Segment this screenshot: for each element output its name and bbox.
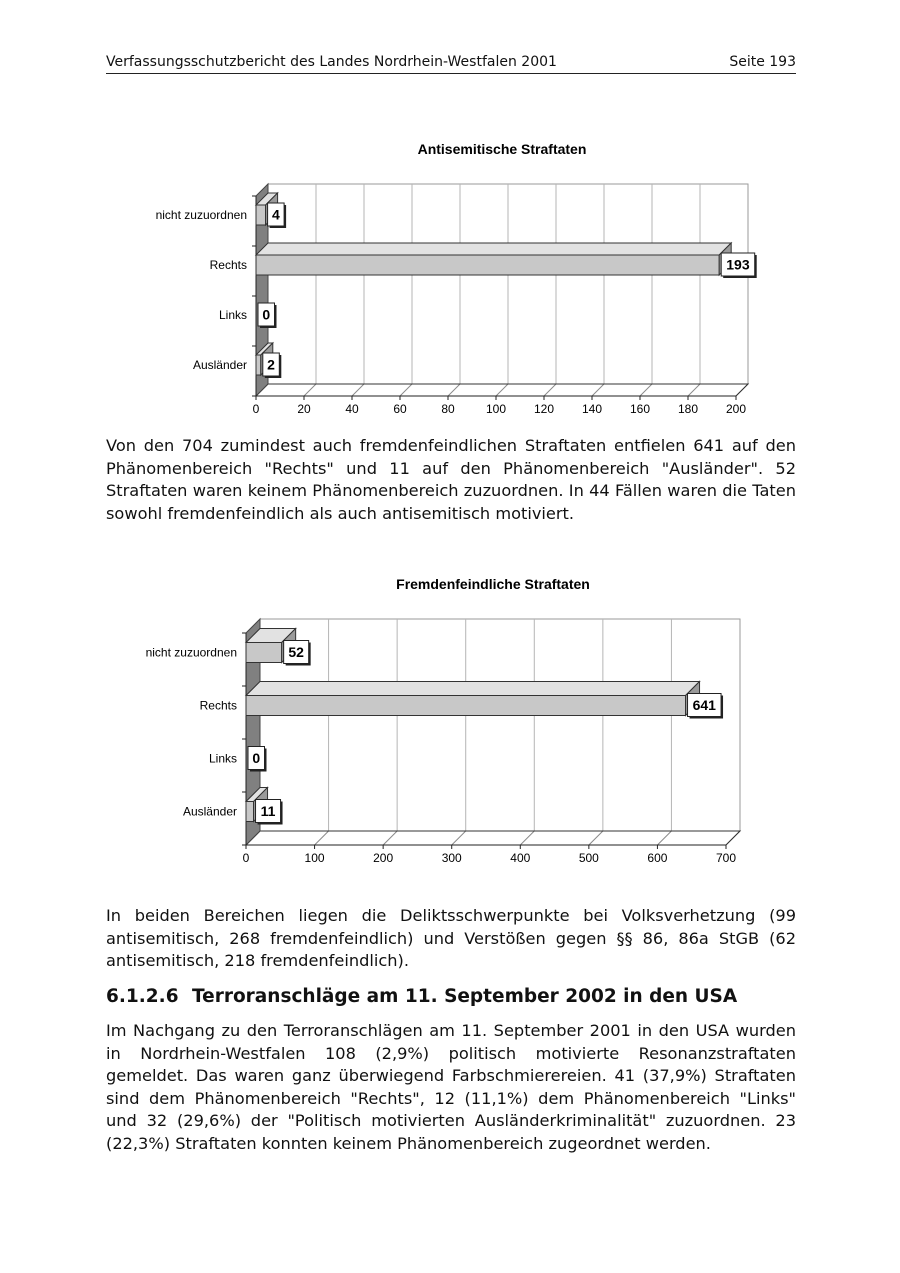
bar xyxy=(246,643,282,663)
bar xyxy=(256,255,719,275)
data-label: 2 xyxy=(267,356,275,373)
bar xyxy=(256,355,261,375)
paragraph-terror-attacks: Im Nachgang zu den Terroranschlägen am 11. September 2001 in den USA wurden in Nordrhein-Westfalen 108 (2,9%) politisch motivierte Resonanzstraftaten gemeldet. Das waren ganz überwiegend Farbschmierereien. 41 (37,9%) Straftaten sind dem Phänomenbereich "Rechts", 12 (11,1%) dem Phänomenbereich "Links" und 32 (29,6%) der "Politisch motivierten Ausländerkriminalität" zuzuordnen. 23 (22,3%) Straftaten konnten keinem Phänomenbereich zugeordnet werden. xyxy=(106,1021,796,1153)
category-label: Ausländer xyxy=(182,804,237,819)
section-title: Terroranschläge am 11. September 2002 in den USA xyxy=(192,986,738,1007)
document-title: Verfassungsschutzbericht des Landes Nordrhein-Westfalen 2001 xyxy=(106,54,557,70)
x-tick-label: 140 xyxy=(581,402,603,416)
section-number: 6.1.2.6 xyxy=(106,986,179,1007)
x-tick-label: 300 xyxy=(441,851,462,865)
data-label: 4 xyxy=(271,206,280,223)
x-tick-label: 700 xyxy=(715,851,737,865)
bar xyxy=(256,205,266,225)
bar xyxy=(246,802,254,822)
x-tick-label: 200 xyxy=(373,851,394,865)
bar-top-face xyxy=(256,243,731,255)
category-label: Rechts xyxy=(209,258,247,272)
x-tick-label: 100 xyxy=(485,402,507,416)
category-label: Rechts xyxy=(199,698,237,713)
x-tick-label: 120 xyxy=(533,402,555,416)
category-label: Links xyxy=(218,308,247,322)
floor-gridline xyxy=(304,384,316,396)
floor-gridline xyxy=(383,831,397,845)
data-label: 0 xyxy=(252,750,261,766)
x-tick-label: 180 xyxy=(677,402,699,416)
data-label: 193 xyxy=(726,256,750,273)
floor-gridline xyxy=(640,384,652,396)
section-heading xyxy=(106,986,737,1007)
category-label: nicht zuzuordnen xyxy=(155,208,247,222)
floor-gridline xyxy=(589,831,603,845)
floor-gridline xyxy=(352,384,364,396)
plot-back-wall xyxy=(260,619,740,831)
floor-gridline xyxy=(452,831,466,845)
x-tick-label: 500 xyxy=(578,851,599,865)
chart-xenophobic-svg xyxy=(0,565,900,870)
page-header xyxy=(106,52,796,74)
x-tick-label: 80 xyxy=(441,402,455,416)
page-number: Seite 193 xyxy=(729,54,796,70)
x-tick-label: 20 xyxy=(297,402,311,416)
x-tick-label: 200 xyxy=(725,402,747,416)
x-tick-label: 160 xyxy=(629,402,651,416)
category-label: Ausländer xyxy=(192,358,247,372)
x-tick-label: 0 xyxy=(242,851,250,865)
floor-gridline xyxy=(688,384,700,396)
category-label: Links xyxy=(208,751,237,766)
x-tick-label: 400 xyxy=(510,851,531,865)
floor-gridline xyxy=(544,384,556,396)
floor-gridline xyxy=(657,831,671,845)
plot-floor xyxy=(246,831,740,845)
chart-antisemitic-svg xyxy=(0,130,900,425)
chart-title: Fremdenfeindliche Straftaten xyxy=(396,576,590,592)
floor-gridline xyxy=(400,384,412,396)
chart-xenophobic xyxy=(0,565,900,870)
floor-gridline xyxy=(448,384,460,396)
x-tick-label: 60 xyxy=(393,402,407,416)
x-tick-label: 600 xyxy=(647,851,668,865)
x-tick-label: 40 xyxy=(345,402,359,416)
chart-title: Antisemitische Straftaten xyxy=(417,141,587,157)
chart-antisemitic xyxy=(0,130,900,425)
floor-gridline xyxy=(496,384,508,396)
x-tick-label: 0 xyxy=(252,402,260,416)
x-tick-label: 100 xyxy=(304,851,325,865)
data-label: 0 xyxy=(262,306,271,323)
data-label: 52 xyxy=(288,644,304,660)
floor-gridline xyxy=(592,384,604,396)
data-label: 11 xyxy=(260,803,276,819)
floor-gridline xyxy=(520,831,534,845)
floor-gridline xyxy=(315,831,329,845)
bar-top-face xyxy=(246,682,700,696)
category-label: nicht zuzuordnen xyxy=(145,645,237,660)
data-label: 641 xyxy=(692,697,716,713)
paragraph-xenophobic-offenses: Von den 704 zumindest auch fremdenfeindlichen Straftaten entfielen 641 auf den Phänomenbereich "Rechts" und 11 auf den Phänomenbereich "Ausländer". 52 Straftaten waren keinem Phänomenbereich zuzuordnen. In 44 Fällen waren die Taten sowohl fremdenfeindlich als auch antisemitisch motiviert. xyxy=(106,436,796,523)
bar xyxy=(246,696,686,716)
paragraph-offense-focus: In beiden Bereichen liegen die Deliktsschwerpunkte bei Volksverhetzung (99 antisemitisch, 268 fremdenfeindlich) und Verstößen gegen §§ 86, 86a StGB (62 antisemitisch, 218 fremdenfeindlich). xyxy=(106,906,796,970)
